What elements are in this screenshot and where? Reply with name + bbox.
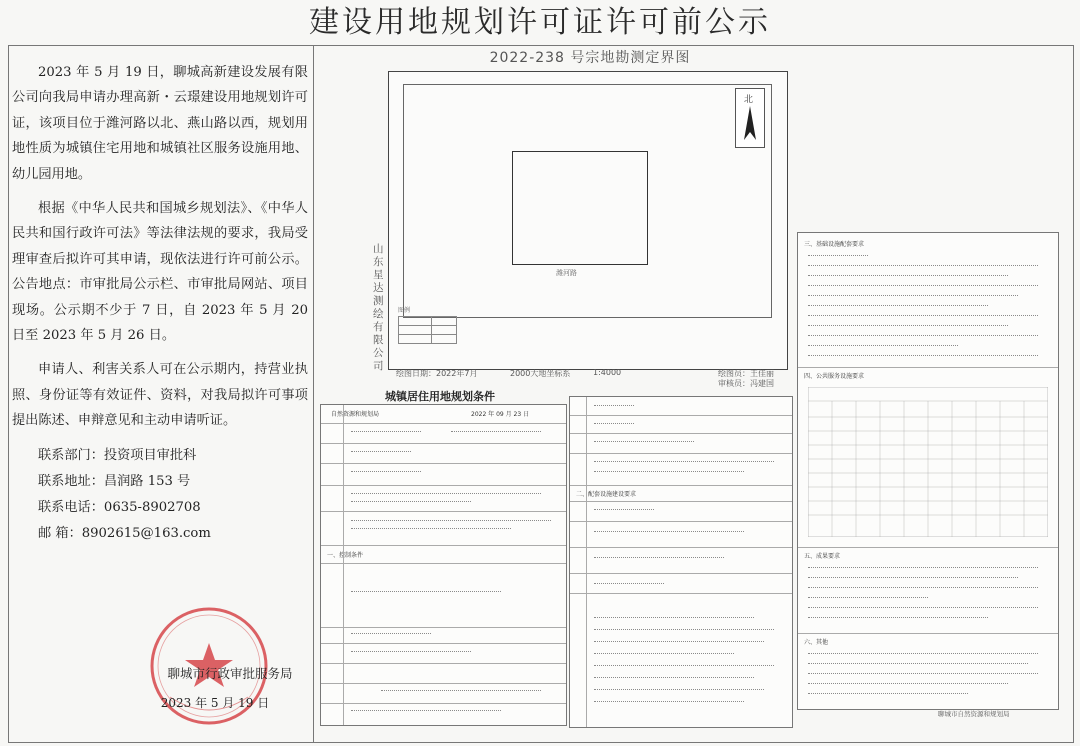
legend-title: 图例: [398, 307, 411, 314]
section-two-heading: 二、配套设施建设要求: [576, 491, 637, 498]
conditions-issuer: 自然资源和规划局: [331, 411, 380, 418]
conditions-sheet-right: [797, 232, 1059, 710]
north-arrow-box: [735, 88, 765, 148]
notice-paragraph: 根据《中华人民共和国城乡规划法》、《中华人民共和国行政许可法》等法律法规的要求，我局受理审查后拟许可其申请，现依法进行许可前公示。公告地点：市审批局公示栏、市审批局网站、项目现场。公示期不少于 7 日，自 2023 年 5 月 20 日至 2023 年 5 月 26 日。: [12, 201, 308, 344]
parcel-boundary: [512, 151, 648, 265]
sheet-issuer-label: 聊城市自然资源和规划局: [938, 710, 1010, 718]
legend-table: [398, 316, 457, 344]
section-three-heading: 三、基础设施配套要求: [804, 241, 865, 248]
map-footer-checker: 审核员：冯建国: [718, 379, 774, 388]
contact-address: 联系地址：昌润路 153 号: [38, 473, 191, 489]
north-arrow-icon: [743, 106, 757, 140]
contact-email: 邮 箱：8902615@163.com: [38, 525, 211, 541]
conditions-date: 2022 年 09 月 23 日: [471, 411, 530, 418]
notice-paragraph: 申请人、利害关系人可在公示期内，持营业执照、身份证等有效证件、资料，对我局拟许可事项提出陈述、申辩意见和主动申请听证。: [12, 362, 308, 429]
map-footer-coordinate-system: 2000大地坐标系: [510, 369, 571, 378]
map-footer-date: 绘图日期：2022年7月: [396, 369, 478, 378]
map-footer-scale: 1:4000: [593, 368, 622, 377]
contact-phone: 联系电话：0635-8902708: [38, 499, 201, 515]
map-footer-drawer: 绘图员：王佳丽: [718, 369, 774, 378]
section-four-heading: 四、公共服务设施要求: [804, 373, 865, 380]
contact-department: 联系部门：投资项目审批科: [38, 447, 197, 463]
survey-map-title: 2022-238 号宗地勘测定界图: [489, 50, 691, 66]
conditions-title: 城镇居住用地规划条件: [385, 390, 495, 403]
survey-company: 山东星达测绘有限公司: [373, 243, 384, 372]
frame-divider: [313, 45, 314, 742]
notice-text: [12, 60, 308, 547]
north-label: 北: [744, 95, 754, 105]
conditions-sheet-left: [320, 404, 567, 726]
notice-paragraph: 2023 年 5 月 19 日，聊城高新建设发展有限公司向我局申请办理高新・云璟建设用地规划许可证，该项目位于潍河路以北、燕山路以西，规划用地性质为城镇住宅用地和城镇社区服务设施用地、幼儿园用地。: [12, 65, 308, 182]
road-label: 潍河路: [556, 269, 577, 277]
section-one-heading: 一、控制条件: [327, 552, 364, 559]
section-five-heading: 五、成果要求: [804, 553, 841, 560]
conditions-sheet-middle: [569, 396, 793, 728]
map-legend: [398, 305, 464, 347]
public-facilities-table: [808, 387, 1048, 537]
section-six-heading: 六、其他: [804, 639, 829, 646]
issue-date: 2023 年 5 月 19 日: [160, 696, 270, 710]
page-title: 建设用地规划许可证许可前公示: [309, 5, 771, 40]
issuing-organization: 聊城市行政审批服务局: [167, 666, 293, 681]
